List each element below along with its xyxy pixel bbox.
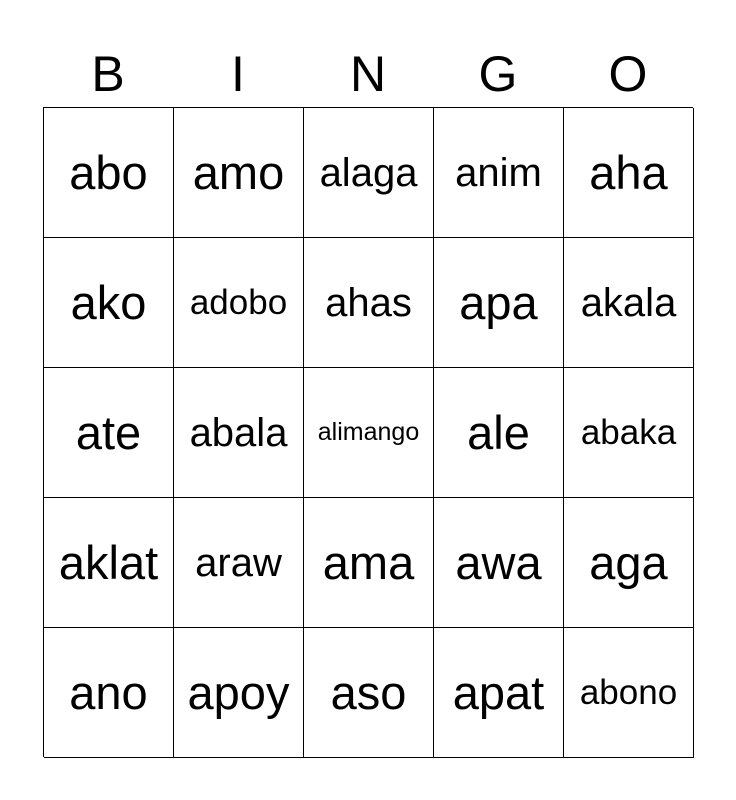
bingo-cell[interactable]: aso (304, 628, 434, 758)
bingo-cell[interactable]: amo (174, 108, 304, 238)
bingo-cell[interactable]: aha (564, 108, 694, 238)
bingo-cell[interactable]: apa (434, 238, 564, 368)
bingo-cell[interactable]: abala (174, 368, 304, 498)
bingo-cell[interactable]: aklat (44, 498, 174, 628)
header-letter-b: B (91, 46, 125, 102)
bingo-cell[interactable]: araw (174, 498, 304, 628)
bingo-cell[interactable]: alimango (304, 368, 434, 498)
bingo-cell[interactable]: ahas (304, 238, 434, 368)
bingo-cell[interactable]: ate (44, 368, 174, 498)
bingo-cell[interactable]: awa (434, 498, 564, 628)
bingo-header (43, 40, 693, 108)
bingo-cell[interactable]: ale (434, 368, 564, 498)
header-letter-g: G (478, 46, 518, 102)
bingo-cell[interactable]: anim (434, 108, 564, 238)
bingo-cell[interactable]: apoy (174, 628, 304, 758)
bingo-cell[interactable]: abono (564, 628, 694, 758)
header-letter-i: I (231, 46, 245, 102)
header-letter-n: N (349, 46, 387, 102)
bingo-cell[interactable]: alaga (304, 108, 434, 238)
bingo-cell[interactable]: aga (564, 498, 694, 628)
bingo-cell[interactable]: apat (434, 628, 564, 758)
bingo-cell[interactable]: akala (564, 238, 694, 368)
bingo-cell[interactable]: ako (44, 238, 174, 368)
bingo-cell[interactable]: abo (44, 108, 174, 238)
bingo-cell[interactable]: adobo (174, 238, 304, 368)
bingo-board (43, 107, 693, 757)
header-letter-o: O (608, 46, 648, 102)
bingo-cell[interactable]: ano (44, 628, 174, 758)
bingo-cell[interactable]: ama (304, 498, 434, 628)
bingo-cell[interactable]: abaka (564, 368, 694, 498)
